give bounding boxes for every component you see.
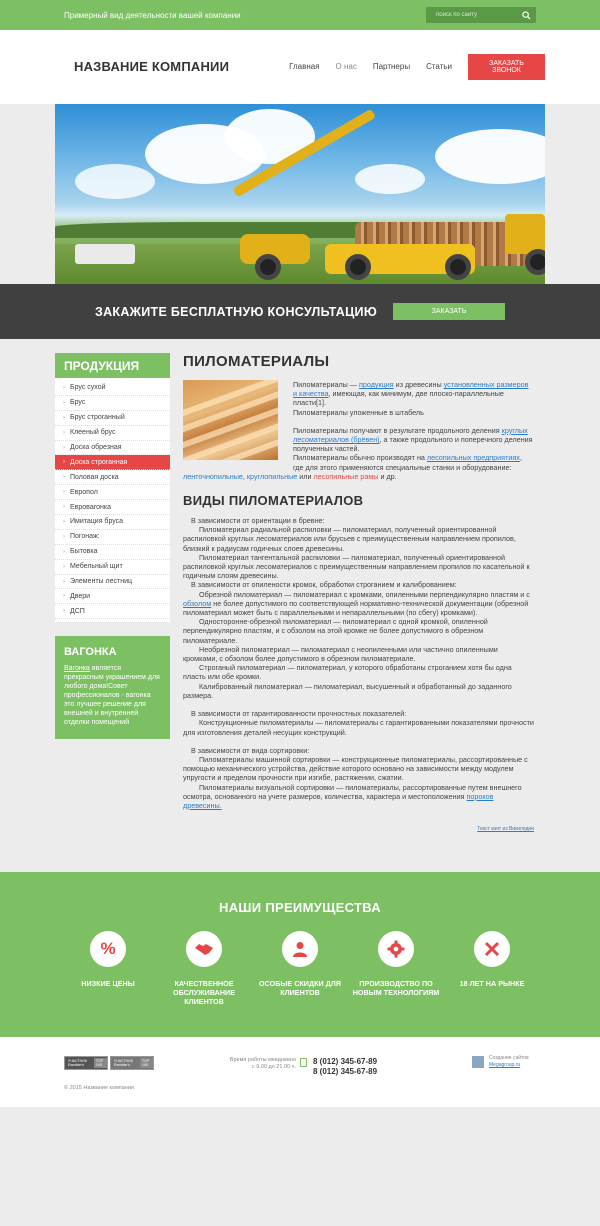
header bbox=[0, 30, 600, 104]
order-button[interactable]: ЗАКАЗАТЬ bbox=[393, 303, 505, 320]
catalog-item[interactable]: › Евровагонка bbox=[55, 500, 170, 515]
promo-block bbox=[55, 636, 170, 739]
catalog-item[interactable]: › Брус строганный bbox=[55, 411, 170, 426]
paragraph: Пиломатериал тангентальной распиловки — пиломатериал, полученный ориентированной распиловкой круглых лесоматериалов с преимущественным направлением пропилов по касательной к годичным слоям древесины. bbox=[183, 552, 530, 581]
counter-badges bbox=[64, 1056, 154, 1070]
paragraph: В зависимости от опилености кромок, обработки строганием и калиброванием: bbox=[191, 580, 457, 590]
sidebar bbox=[55, 353, 170, 872]
catalog-item[interactable]: › Половая доска bbox=[55, 470, 170, 485]
link-wane[interactable]: обзолом bbox=[183, 598, 212, 608]
chevron-right-icon: › bbox=[63, 518, 65, 525]
advantage-label: НИЗКИЕ ЦЕНЫ bbox=[81, 979, 135, 989]
chevron-right-icon: › bbox=[63, 399, 65, 406]
link-production[interactable]: продукция bbox=[359, 380, 394, 389]
catalog-list bbox=[55, 378, 170, 622]
intro-paragraph-2: Пиломатериалы получают в результате продольного деления круглых лесоматериалов (брёвен), а также продольного и поперечного деления полученных частей. bbox=[293, 425, 533, 454]
advantage-item bbox=[252, 931, 348, 1006]
advantage-item bbox=[60, 931, 156, 1006]
nav-item-about[interactable]: О нас bbox=[335, 61, 357, 71]
phone-number[interactable]: 8 (012) 345-67-89 bbox=[313, 1067, 378, 1077]
catalog-title: ПРОДУКЦИЯ bbox=[55, 353, 170, 378]
main-nav bbox=[289, 62, 452, 71]
link-saw-frames[interactable]: лесопильные рамы bbox=[313, 471, 379, 481]
link-sizes-quality[interactable]: установленных размеров и качества bbox=[293, 380, 529, 399]
chevron-right-icon: › bbox=[63, 578, 65, 585]
page-title: ПИЛОМАТЕРИАЛЫ bbox=[183, 353, 330, 370]
request-call-button[interactable]: ЗАКАЗАТЬ ЗВОНОК bbox=[468, 54, 545, 80]
chevron-right-icon: › bbox=[63, 593, 65, 600]
handshake-icon bbox=[186, 931, 222, 967]
promo-text: Вагонка является прекрасным украшением для любого дома!Совет профессионалов - вагонка это лучшее решение для внешней и внутренней отделки помещений bbox=[64, 665, 160, 727]
paragraph: Необрезной пиломатериал — пиломатериал с неопиленными или частично опиленными кромками, с обзолом более допустимого в обрезном пиломатериале. bbox=[183, 644, 498, 664]
link-circular-saw[interactable]: круглопильные bbox=[246, 471, 298, 481]
chevron-right-icon: › bbox=[63, 459, 65, 466]
chevron-right-icon: › bbox=[63, 608, 65, 615]
source-credit bbox=[183, 826, 534, 832]
image-caption: Пиломатериалы уложенные в штабель bbox=[293, 407, 424, 417]
promo-title: ВАГОНКА bbox=[64, 646, 117, 659]
paragraph: Обрезной пиломатериал — пиломатериал с кромками, опиленными перпендикулярно пластям и с обзолом не более допустимого по соответствующей нормативно-технической документации (обрезной пиломатериал может быть с параллельными и непараллельными (по сбегу) кромками). bbox=[183, 589, 530, 618]
catalog-item[interactable]: › Клееный брус bbox=[55, 426, 170, 441]
main-area bbox=[0, 339, 600, 872]
catalog-item[interactable]: › ДСП bbox=[55, 604, 170, 619]
catalog-item[interactable]: › Элементы лестниц bbox=[55, 575, 170, 590]
developer-link[interactable]: Megagroup.ru bbox=[489, 1062, 521, 1069]
catalog-item[interactable]: › Имитация бруса bbox=[55, 515, 170, 530]
search-icon bbox=[522, 11, 531, 20]
advantage-item bbox=[348, 931, 444, 1006]
paragraph: В зависимости от ориентации в бревне: bbox=[191, 516, 325, 526]
chevron-right-icon: › bbox=[63, 563, 65, 570]
nav-item-articles[interactable]: Статьи bbox=[426, 61, 452, 71]
search-box bbox=[426, 7, 536, 23]
footer bbox=[0, 1037, 600, 1107]
tools-icon bbox=[474, 931, 510, 967]
chevron-right-icon: › bbox=[63, 384, 65, 391]
intro-paragraph-1: Пиломатериалы — продукция из древесины установленных размеров и качества, имеющая, как минимум, две плоско-параллельные пласти[1]. bbox=[293, 380, 529, 408]
catalog-item[interactable]: › Брус сухой bbox=[55, 381, 170, 396]
catalog-item[interactable]: › Бытовка bbox=[55, 545, 170, 560]
paragraph: Конструкционные пиломатериалы — пиломатериалы с гарантированными показателями прочности для изготовления деталей несущих конструкций. bbox=[183, 718, 534, 737]
nav-item-partners[interactable]: Партнеры bbox=[372, 61, 411, 71]
chevron-right-icon: › bbox=[63, 504, 65, 511]
search-input[interactable] bbox=[426, 7, 516, 23]
link-band-saw[interactable]: ленточнопильные bbox=[183, 471, 243, 481]
catalog-item[interactable]: › Брус bbox=[55, 396, 170, 411]
search-button[interactable] bbox=[516, 7, 536, 23]
advantage-label: ПРОИЗВОДСТВО ПО НОВЫМ ТЕХНОЛОГИЯМ bbox=[352, 979, 440, 998]
chevron-right-icon: › bbox=[63, 489, 65, 496]
advantages-row bbox=[0, 931, 600, 1006]
catalog-item[interactable]: › Двери bbox=[55, 589, 170, 604]
rambler-badge[interactable]: УЧАСТНИК Rambler's TOP 100 bbox=[110, 1056, 154, 1070]
link-round-timber[interactable]: круглых лесоматериалов (брёвен) bbox=[293, 425, 528, 445]
catalog-item[interactable]: › Мебельный щит bbox=[55, 560, 170, 575]
phone-icon bbox=[300, 1058, 307, 1067]
chevron-right-icon: › bbox=[63, 474, 65, 481]
paragraph: В зависимости от гарантированности прочностных показателей: bbox=[191, 709, 407, 719]
chevron-right-icon: › bbox=[63, 444, 65, 451]
intro-paragraph-3: Пиломатериалы обычно производят на лесопильных предприятиях, где для этого применяются специальные станки и оборудование: ленточнопильные, круглопильные или лесопильные рамы и др. bbox=[183, 453, 522, 481]
percent-icon: % bbox=[90, 931, 126, 967]
consultation-title: ЗАКАЖИТЕ БЕСПЛАТНУЮ КОНСУЛЬТАЦИЮ bbox=[94, 304, 378, 319]
catalog-item[interactable]: › Доска обрезная bbox=[55, 441, 170, 456]
nav-item-home[interactable]: Главная bbox=[289, 61, 320, 71]
paragraph: Строганый пиломатериал — пиломатериал, у которого обработаны строганием хотя бы одна пласть или обе кромки. bbox=[183, 663, 512, 682]
person-icon bbox=[282, 931, 318, 967]
advantage-label: КАЧЕСТВЕННОЕ ОБСЛУЖИВАНИЕ КЛИЕНТОВ bbox=[172, 979, 236, 1007]
company-logo[interactable]: НАЗВАНИЕ КОМПАНИИ bbox=[74, 58, 230, 74]
chevron-right-icon: › bbox=[63, 533, 65, 540]
article bbox=[170, 353, 545, 872]
phone-numbers bbox=[300, 1057, 377, 1077]
phone-number[interactable]: 8 (012) 345-67-89 bbox=[313, 1057, 378, 1067]
gear-icon bbox=[378, 931, 414, 967]
paragraph: В зависимости от вида сортировки: bbox=[191, 745, 310, 755]
paragraph: Пиломатериал радиальной распиловки — пиломатериал, полученный ориентированной распиловкой круглых лесоматериалов или брусьев с преимущественным направлением пропилов, близкий к радиусам годичных слоев древесины. bbox=[183, 525, 516, 553]
chevron-right-icon: › bbox=[63, 414, 65, 421]
chevron-right-icon: › bbox=[63, 548, 65, 555]
lumber-image bbox=[183, 380, 278, 460]
link-wood-defects[interactable]: пороков древесины. bbox=[183, 791, 494, 810]
advantages-title: НАШИ ПРЕИМУЩЕСТВА bbox=[219, 900, 381, 916]
paragraph: Пиломатериалы машинной сортировки — конструкционные пиломатериалы, рассортированные с помощью механического устройства, действие которого основано на зависимости между модулем упругости и пределом прочности при изгибе, растяжении, сжатии. bbox=[183, 754, 528, 783]
paragraph: Пиломатериалы визуальной сортировки — пиломатериалы, рассортированные путем внешнего осмотра, основанного на учете размеров, количества, характера и местоположения пороков древесины. bbox=[183, 782, 522, 810]
catalog-item[interactable]: › Погонаж: bbox=[55, 530, 170, 545]
promo-link[interactable]: Вагонка bbox=[64, 665, 90, 673]
hero-banner bbox=[55, 104, 545, 284]
paragraph: Односторонне-обрезной пиломатериал — пиломатериал с одной кромкой, опиленной перпендикулярно пластям, и с обзолом на этой кромке не более допустимого в обрезном пиломатериале. bbox=[183, 617, 488, 645]
paragraph: Калиброванный пиломатериал — пиломатериал, высушенный и обработанный до заданного размера. bbox=[183, 681, 512, 700]
copyright: © 2015 Название компании bbox=[64, 1085, 134, 1092]
working-hours: Время работы ежедневно с 9.00 до 21.00 ч. bbox=[229, 1057, 296, 1071]
advantage-item bbox=[444, 931, 540, 1006]
link-sawmills[interactable]: лесопильных предприятиях bbox=[426, 453, 520, 463]
tagline: Примерный вид деятельности вашей компании bbox=[64, 10, 241, 20]
advantage-label: ОСОБЫЕ СКИДКИ ДЛЯ КЛИЕНТОВ bbox=[259, 979, 341, 998]
rambler-badge[interactable]: УЧАСТНИК Rambler's TOP 100 bbox=[64, 1056, 108, 1070]
wikipedia-link[interactable]: Текст взят из Википедии bbox=[477, 826, 534, 833]
advantage-item bbox=[156, 931, 252, 1006]
section-title: ВИДЫ ПИЛОМАТЕРИАЛОВ bbox=[183, 493, 364, 509]
consultation-banner bbox=[0, 284, 600, 339]
developer-credit: Создание сайтов Megagroup.ru bbox=[472, 1055, 529, 1069]
advantages-section bbox=[0, 872, 600, 1037]
catalog-item[interactable]: › Европол bbox=[55, 485, 170, 500]
catalog-item[interactable]: › Доска строганная bbox=[55, 455, 170, 470]
article-intro bbox=[183, 380, 534, 481]
developer-logo-icon bbox=[472, 1056, 484, 1068]
top-bar bbox=[0, 0, 600, 30]
chevron-right-icon: › bbox=[63, 429, 65, 436]
advantage-label: 18 ЛЕТ НА РЫНКЕ bbox=[459, 979, 525, 989]
